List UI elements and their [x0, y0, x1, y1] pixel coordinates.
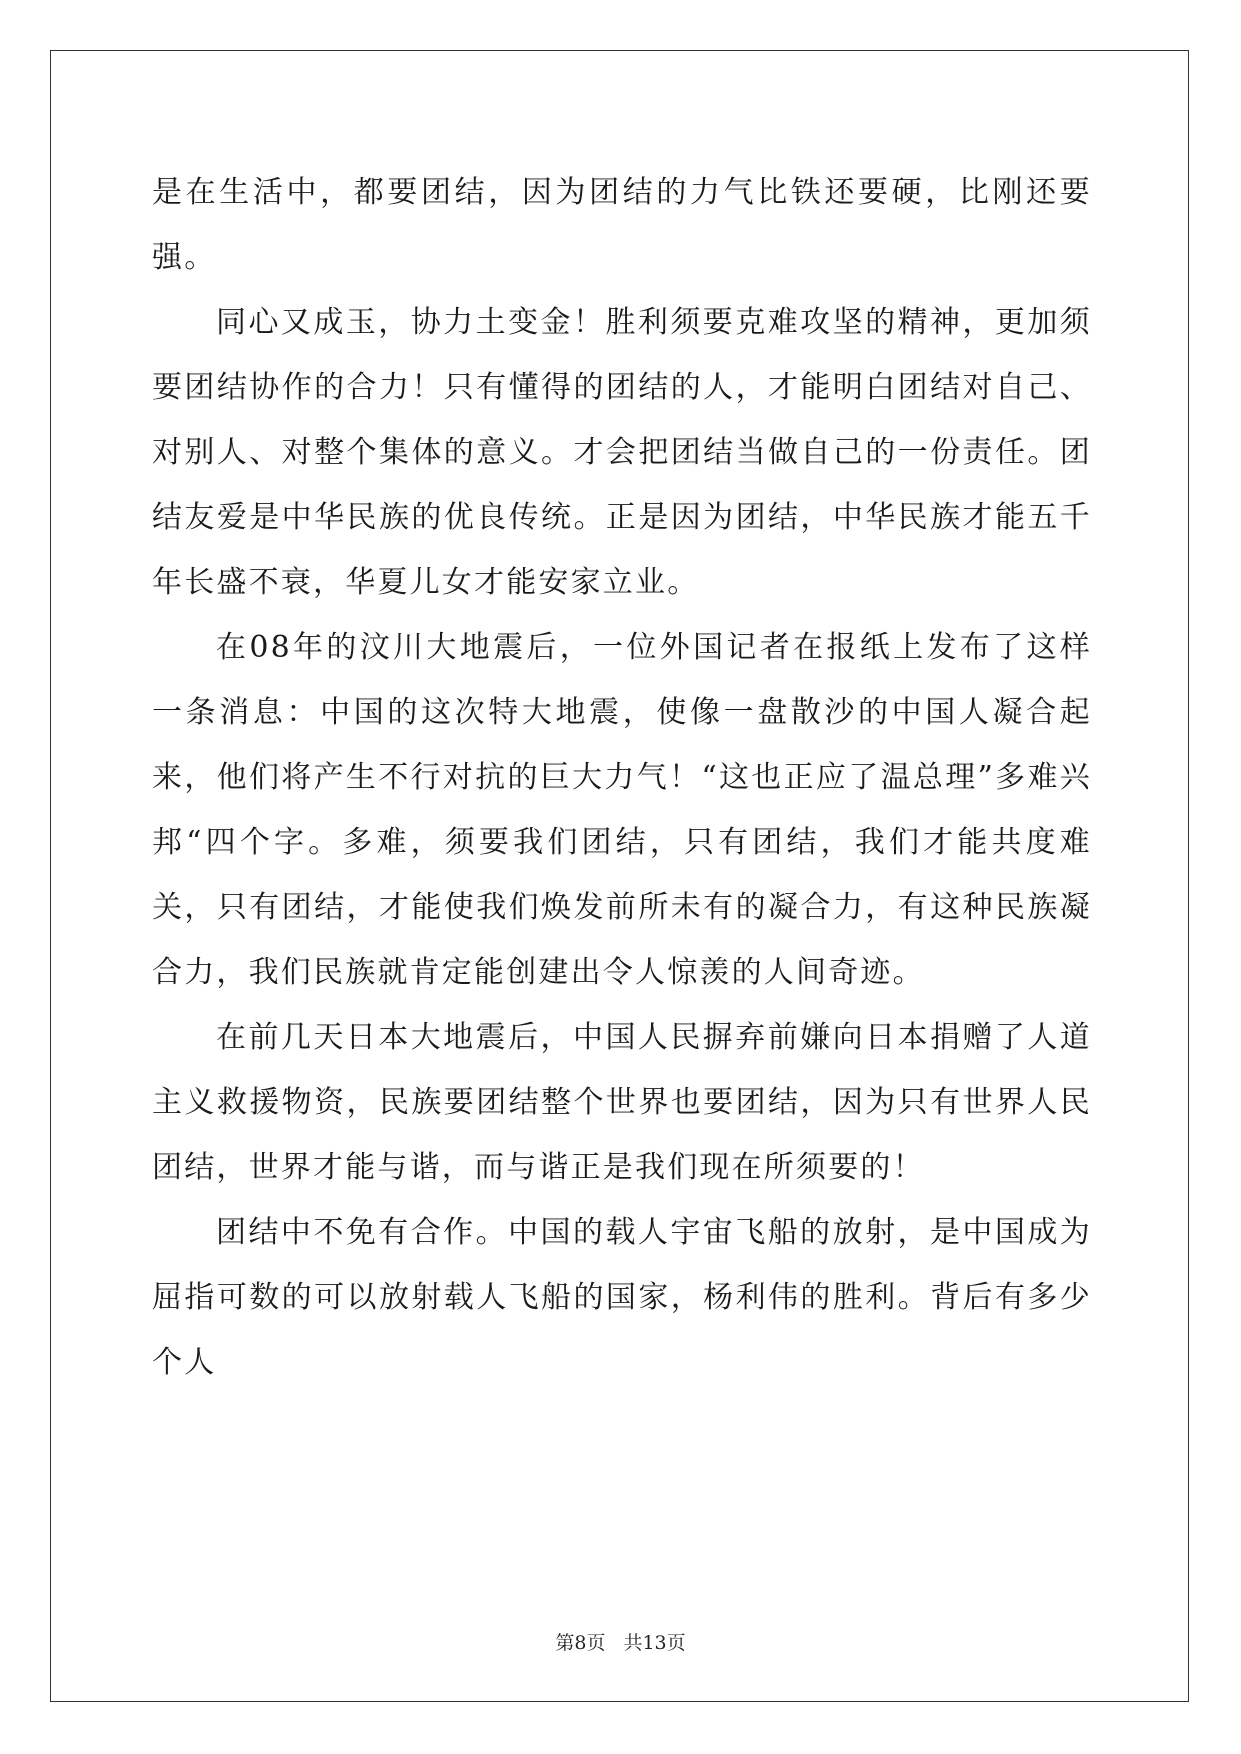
paragraph-5: 团结中不免有合作。中国的载人宇宙飞船的放射，是中国成为屈指可数的可以放射载人飞船的国家，杨利伟的胜利。背后有多少个人 [152, 1215, 1092, 1380]
paragraph-4: 在前几天日本大地震后，中国人民摒弃前嫌向日本捐赠了人道主义救援物资，民族要团结整个世界也要团结，因为只有世界人民团结，世界才能与谐，而与谐正是我们现在所须要的！ [152, 1020, 1092, 1185]
page-number: 第8页 [555, 1632, 606, 1654]
page-footer [0, 1628, 1241, 1655]
document-body [152, 160, 1092, 1395]
paragraph-2: 同心又成玉，协力土变金！胜利须要克难攻坚的精神，更加须要团结协作的合力！只有懂得的团结的人，才能明白团结对自己、对别人、对整个集体的意义。才会把团结当做自己的一份责任。团结友爱是中华民族的优良传统。正是因为团结，中华民族才能五千年长盛不衰，华夏儿女才能安家立业。 [152, 305, 1092, 600]
paragraph-1: 是在生活中，都要团结，因为团结的力气比铁还要硬，比刚还要强。 [152, 175, 1092, 275]
page-total: 共13页 [623, 1632, 686, 1654]
paragraph-3: 在08年的汶川大地震后，一位外国记者在报纸上发布了这样一条消息：中国的这次特大地震，使像一盘散沙的中国人凝合起来，他们将产生不行对抗的巨大力气！“这也正应了温总理”多难兴邦“四个字。多难，须要我们团结，只有团结，我们才能共度难关，只有团结，才能使我们焕发前所未有的凝合力，有这种民族凝合力，我们民族就肯定能创建出令人惊羡的人间奇迹。 [152, 630, 1092, 990]
